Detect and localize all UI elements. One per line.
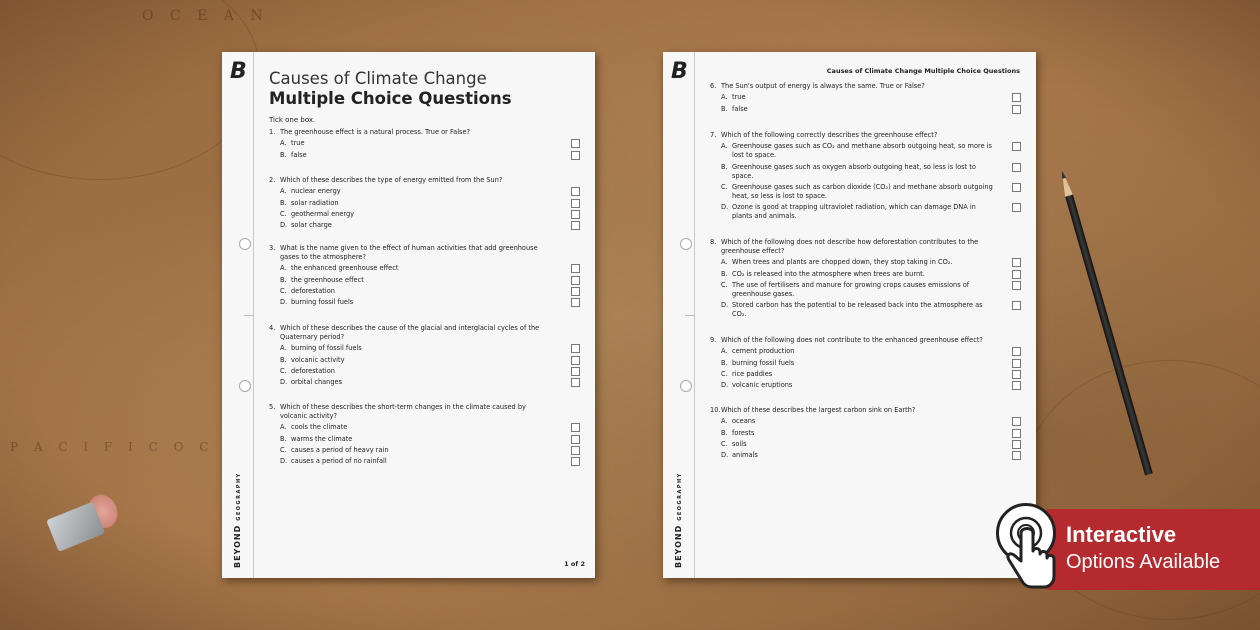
option-letter: D. <box>721 203 729 212</box>
punch-hole <box>680 238 692 250</box>
option-letter: D. <box>280 457 288 466</box>
option-text: volcanic activity <box>291 355 345 364</box>
answer-option <box>269 287 585 296</box>
option-letter: D. <box>721 451 729 460</box>
option-text: causes a period of heavy rain <box>291 445 389 454</box>
tick-box[interactable] <box>571 287 580 296</box>
option-text: burning of fossil fuels <box>291 344 362 353</box>
answer-option <box>710 183 1026 201</box>
option-letter: B. <box>280 434 287 443</box>
option-letter: C. <box>721 369 728 378</box>
question-text: Which of these describes the largest carbon sink on Earth? <box>721 406 916 414</box>
question-1 <box>269 128 585 160</box>
tick-box[interactable] <box>571 199 580 208</box>
tick-box[interactable] <box>1012 347 1021 356</box>
question-number: 9. <box>710 336 717 344</box>
tick-box[interactable] <box>1012 451 1021 460</box>
answer-option <box>269 435 585 444</box>
question-number: 5. <box>269 403 276 411</box>
option-text: Greenhouse gases such as carbon dioxide (CO₂) and methane absorb outgoing heat, so less is lost to space. <box>732 182 993 200</box>
question-number: 6. <box>710 82 717 90</box>
option-letter: B. <box>280 150 287 159</box>
question-stem <box>269 324 585 342</box>
beyond-logo-icon: B <box>671 59 688 84</box>
option-text: Greenhouse gases such as oxygen absorb outgoing heat, so less is lost to space. <box>732 162 976 180</box>
tick-box[interactable] <box>571 367 580 376</box>
option-text: false <box>291 150 307 159</box>
option-text: solar radiation <box>291 198 339 207</box>
option-text: geothermal energy <box>291 209 355 218</box>
option-letter: A. <box>721 142 728 151</box>
tick-box[interactable] <box>571 298 580 307</box>
option-letter: A. <box>721 417 728 426</box>
answer-option <box>710 370 1026 379</box>
beyond-logo-icon: B <box>230 59 247 84</box>
tick-box[interactable] <box>571 435 580 444</box>
question-number: 7. <box>710 131 717 139</box>
answer-option <box>710 347 1026 356</box>
option-letter: B. <box>280 355 287 364</box>
question-text: The Sun's output of energy is always the same. True or False? <box>721 82 925 90</box>
option-text: When trees and plants are chopped down, they stop taking in CO₂. <box>732 258 953 267</box>
option-letter: B. <box>721 162 728 171</box>
tick-box[interactable] <box>571 276 580 285</box>
question-9 <box>710 336 1026 390</box>
option-text: orbital changes <box>291 378 343 387</box>
option-text: false <box>732 104 748 113</box>
question-text: What is the name given to the effect of human activities that add greenhouse gases to the atmosphere? <box>280 244 538 261</box>
answer-option <box>269 446 585 455</box>
answer-option <box>710 163 1026 181</box>
question-stem <box>269 128 585 137</box>
question-number: 4. <box>269 324 276 332</box>
option-text: causes a period of no rainfall <box>291 457 387 466</box>
question-text: Which of the following does not describe how deforestation contributes to the greenhouse effect? <box>721 238 979 255</box>
answer-option <box>269 264 585 273</box>
question-stem <box>269 244 585 262</box>
option-text: The use of fertilisers and manure for growing crops causes emissions of greenhouse gases. <box>732 280 970 298</box>
option-letter: B. <box>721 269 728 278</box>
answer-option <box>269 221 585 230</box>
question-text: Which of the following does not contribute to the enhanced greenhouse effect? <box>721 336 983 344</box>
option-letter: C. <box>721 280 728 289</box>
tick-box[interactable] <box>1012 183 1021 192</box>
answer-option <box>710 381 1026 390</box>
answer-option <box>269 276 585 285</box>
option-letter: B. <box>721 358 728 367</box>
tick-box[interactable] <box>1012 93 1021 102</box>
page-title: Causes of Climate Change <box>269 69 487 88</box>
answer-option <box>269 423 585 432</box>
binding-spine <box>663 52 695 578</box>
answer-option <box>710 203 1026 221</box>
cta-title: Interactive <box>1066 522 1177 547</box>
tick-box[interactable] <box>571 457 580 466</box>
tick-box[interactable] <box>1012 370 1021 379</box>
answer-option <box>710 93 1026 102</box>
option-letter: D. <box>280 298 288 307</box>
answer-option <box>710 429 1026 438</box>
answer-option <box>710 440 1026 449</box>
answer-option <box>710 281 1026 299</box>
option-text: deforestation <box>291 286 335 295</box>
worksheet-page-1 <box>222 52 595 578</box>
tick-box[interactable] <box>1012 203 1021 212</box>
punch-hole <box>680 380 692 392</box>
question-text: Which of the following correctly describes the greenhouse effect? <box>721 131 938 139</box>
map-label-ocean: O C E A N <box>142 8 269 24</box>
answer-option <box>269 151 585 160</box>
answer-option <box>269 298 585 307</box>
tick-box[interactable] <box>1012 281 1021 290</box>
tick-box[interactable] <box>1012 142 1021 151</box>
option-letter: A. <box>721 347 728 356</box>
option-letter: B. <box>721 428 728 437</box>
punch-hole <box>239 238 251 250</box>
answer-option <box>269 344 585 353</box>
tick-box[interactable] <box>1012 163 1021 172</box>
fold-mark <box>244 315 254 316</box>
page-number: 1 of 2 <box>564 560 585 568</box>
option-letter: C. <box>280 366 287 375</box>
tick-box[interactable] <box>571 187 580 196</box>
fold-mark <box>685 315 695 316</box>
option-text: burning fossil fuels <box>732 358 795 367</box>
tick-box[interactable] <box>571 139 580 148</box>
question-5 <box>269 403 585 466</box>
question-8 <box>710 238 1026 319</box>
option-text: forests <box>732 428 755 437</box>
brand-label: BEYONDGEOGRAPHY <box>233 472 242 568</box>
interactive-options-banner[interactable] <box>1040 509 1260 590</box>
tick-box[interactable] <box>1012 417 1021 426</box>
question-stem <box>269 403 585 421</box>
answer-option <box>269 187 585 196</box>
instruction: Tick one box. <box>269 116 316 124</box>
answer-option <box>269 210 585 219</box>
question-number: 1. <box>269 128 276 136</box>
question-number: 2. <box>269 176 276 184</box>
option-text: volcanic eruptions <box>732 381 793 390</box>
question-text: Which of these describes the type of energy emitted from the Sun? <box>280 176 503 184</box>
tick-box[interactable] <box>571 210 580 219</box>
tick-box[interactable] <box>1012 258 1021 267</box>
option-letter: A. <box>280 264 287 273</box>
option-text: animals <box>732 451 758 460</box>
answer-option <box>710 142 1026 160</box>
option-text: deforestation <box>291 366 335 375</box>
question-number: 8. <box>710 238 717 246</box>
question-number: 10. <box>710 406 721 414</box>
answer-option <box>269 367 585 376</box>
answer-option <box>710 359 1026 368</box>
question-2 <box>269 176 585 230</box>
binding-spine <box>222 52 254 578</box>
option-letter: C. <box>721 182 728 191</box>
worksheet-page-2 <box>663 52 1036 578</box>
question-stem <box>710 406 1026 415</box>
cta-subtitle: Options Available <box>1066 551 1221 573</box>
option-text: true <box>732 93 746 102</box>
option-text: the greenhouse effect <box>291 275 364 284</box>
option-letter: D. <box>280 378 288 387</box>
question-stem <box>710 82 1026 91</box>
option-text: the enhanced greenhouse effect <box>291 264 399 273</box>
tick-box[interactable] <box>571 423 580 432</box>
option-letter: B. <box>721 104 728 113</box>
option-letter: D. <box>721 301 729 310</box>
map-contour <box>0 0 260 180</box>
option-text: Ozone is good at trapping ultraviolet radiation, which can damage DNA in plants and animals. <box>732 203 976 221</box>
running-header: Causes of Climate Change Multiple Choice Questions <box>826 67 1020 75</box>
brand-label: BEYONDGEOGRAPHY <box>674 472 683 568</box>
option-letter: C. <box>280 445 287 454</box>
question-stem <box>710 238 1026 256</box>
option-letter: A. <box>280 344 287 353</box>
answer-option <box>710 451 1026 460</box>
tick-box[interactable] <box>571 356 580 365</box>
answer-option <box>269 199 585 208</box>
option-letter: D. <box>280 221 288 230</box>
option-letter: D. <box>721 381 729 390</box>
tick-box[interactable] <box>571 151 580 160</box>
answer-option <box>710 301 1026 319</box>
map-label-pacific: P A C I F I C O C <box>10 440 215 454</box>
tick-box[interactable] <box>1012 105 1021 114</box>
tick-box[interactable] <box>1012 359 1021 368</box>
option-letter: A. <box>280 139 287 148</box>
question-6 <box>710 82 1026 114</box>
tick-box[interactable] <box>571 264 580 273</box>
tick-box[interactable] <box>571 378 580 387</box>
option-letter: A. <box>721 93 728 102</box>
option-text: burning fossil fuels <box>291 298 354 307</box>
answer-option <box>710 258 1026 267</box>
question-10 <box>710 406 1026 460</box>
option-text: rice paddies <box>732 369 773 378</box>
option-letter: A. <box>280 187 287 196</box>
option-letter: A. <box>280 423 287 432</box>
option-text: Stored carbon has the potential to be released back into the atmosphere as CO₂. <box>732 301 983 319</box>
option-text: nuclear energy <box>291 187 341 196</box>
question-stem <box>269 176 585 185</box>
option-text: warms the climate <box>291 434 353 443</box>
question-4 <box>269 324 585 387</box>
answer-option <box>269 378 585 387</box>
pointing-hand-icon[interactable] <box>996 503 1060 595</box>
option-text: cools the climate <box>291 423 348 432</box>
answer-option <box>269 139 585 148</box>
question-text: Which of these describes the cause of the glacial and interglacial cycles of the Quaternary period? <box>280 324 540 341</box>
tick-box[interactable] <box>571 344 580 353</box>
answer-option <box>269 356 585 365</box>
option-text: soils <box>732 439 747 448</box>
tick-box[interactable] <box>1012 301 1021 310</box>
tick-box[interactable] <box>1012 270 1021 279</box>
option-letter: C. <box>280 286 287 295</box>
tick-box[interactable] <box>571 221 580 230</box>
page-subtitle: Multiple Choice Questions <box>269 89 512 108</box>
option-letter: B. <box>280 198 287 207</box>
option-text: solar charge <box>291 221 332 230</box>
tick-box[interactable] <box>1012 429 1021 438</box>
question-stem <box>710 131 1026 140</box>
tick-box[interactable] <box>1012 440 1021 449</box>
question-text: The greenhouse effect is a natural process. True or False? <box>280 128 471 136</box>
option-text: true <box>291 139 305 148</box>
punch-hole <box>239 380 251 392</box>
answer-option <box>710 105 1026 114</box>
answer-option <box>269 457 585 466</box>
question-7 <box>710 131 1026 221</box>
option-letter: A. <box>721 258 728 267</box>
option-text: CO₂ is released into the atmosphere when trees are burnt. <box>732 269 925 278</box>
option-letter: C. <box>721 439 728 448</box>
sharpener-prop <box>43 487 127 560</box>
option-letter: B. <box>280 275 287 284</box>
question-stem <box>710 336 1026 345</box>
option-letter: C. <box>280 209 287 218</box>
answer-option <box>710 417 1026 426</box>
question-text: Which of these describes the short-term changes in the climate caused by volcanic activity? <box>280 403 526 420</box>
option-text: oceans <box>732 417 756 426</box>
answer-option <box>710 270 1026 279</box>
tick-box[interactable] <box>1012 381 1021 390</box>
question-number: 3. <box>269 244 276 252</box>
question-3 <box>269 244 585 307</box>
option-text: cement production <box>732 347 795 356</box>
tick-box[interactable] <box>571 446 580 455</box>
option-text: Greenhouse gases such as CO₂ and methane absorb outgoing heat, so more is lost to space. <box>732 142 992 160</box>
